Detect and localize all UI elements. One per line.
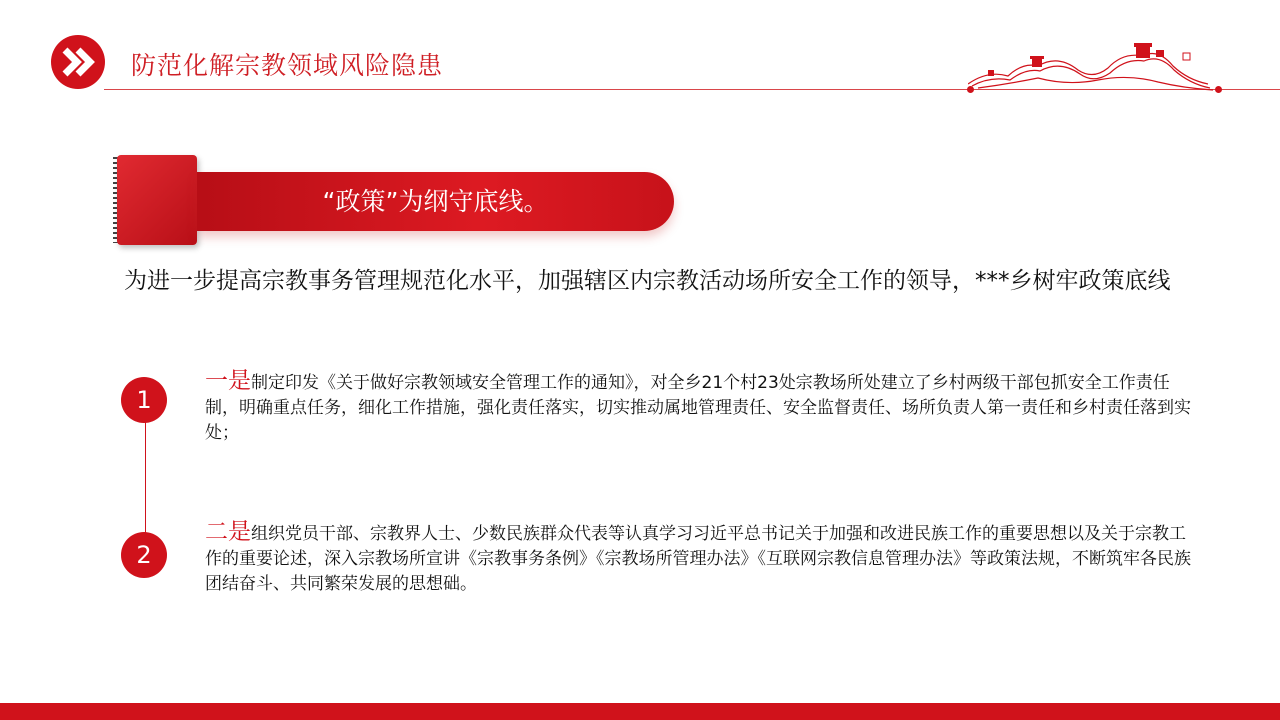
item-text: 制定印发《关于做好宗教领域安全管理工作的通知》，对全乡21个村23处宗教场所处建立了乡村两级干部包抓安全工作责任制，明确重点任务，细化工作措施，强化责任落实，切实推动属地管理责任、安全监督责任、场所负责人第一责任和乡村责任落到实处； (205, 373, 1191, 443)
great-wall-icon (968, 40, 1228, 92)
list-item (205, 520, 1195, 597)
double-chevron-right-icon (51, 35, 105, 89)
banner-tab (117, 155, 197, 245)
intro-paragraph: 为进一步提高宗教事务管理规范化水平，加强辖区内宗教活动场所安全工作的领导，***乡树牢政策底线 (124, 268, 1171, 294)
page-title: 防范化解宗教领域风险隐患 (131, 51, 444, 80)
list-item (205, 369, 1195, 446)
item-lead: 一是 (205, 368, 251, 394)
step-number-badge: 2 (121, 532, 167, 578)
item-text: 组织党员干部、宗教界人士、少数民族群众代表等认真学习习近平总书记关于加强和改进民族工作的重要思想以及关于宗教工作的重要论述，深入宗教场所宣讲《宗教事务条例》《宗教场所管理办法》《互联网宗教信息管理办法》等政策法规，不断筑牢各民族团结奋斗、共同繁荣发展的思想础。 (205, 524, 1191, 594)
section-heading: “政策”为纲守底线。 (322, 187, 549, 216)
step-number-badge: 1 (121, 377, 167, 423)
item-lead: 二是 (205, 519, 251, 545)
footer-bar (0, 703, 1280, 720)
